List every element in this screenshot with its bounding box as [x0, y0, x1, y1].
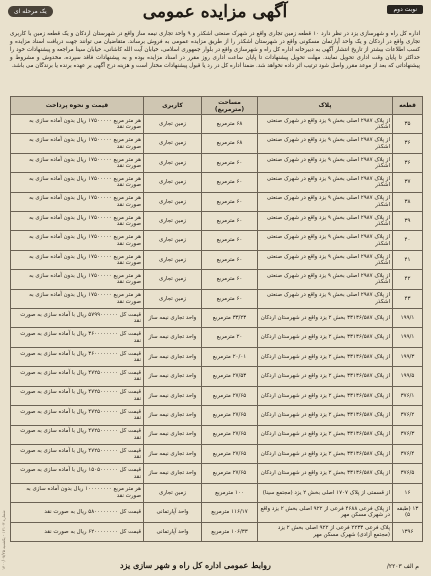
- cell-price: قیمت کل ۴۷۲۵۰۰۰۰۰۰ ریال با آماده سازی به صورت نقد: [11, 425, 144, 444]
- cell-usage: زمین تجاری: [144, 134, 202, 153]
- cell-price: هر متر مربع ۱۷۵۰۰۰۰۰ ریال بدون آماده سازی به صورت نقد: [11, 153, 144, 172]
- cell-area: ۱۰۶/۳۳ مترمربع: [202, 522, 258, 541]
- table-row: [11, 425, 423, 444]
- cell-no: ۱۹۹/۱: [393, 328, 423, 347]
- cell-area: ۲۰/۰۱ مترمربع: [202, 347, 258, 366]
- cell-no: ۱۶: [393, 483, 423, 502]
- col-header-usage: کاربری: [144, 97, 202, 115]
- cell-no: ۳۷۶/۴: [393, 444, 423, 463]
- cell-price: هر متر مربع ۱۷۵۰۰۰۰۰ ریال بدون آماده سازی به صورت نقد: [11, 192, 144, 211]
- cell-area: ۱۰۰ مترمربع: [202, 483, 258, 502]
- cell-price: قیمت کل ۴۷۲۵۰۰۰۰۰۰ ریال با آماده سازی به صورت نقد: [11, 386, 144, 405]
- cell-price: قیمت کل ۵۸۰۰۰۰۰۰۰۰ ریال به صورت نقد: [11, 503, 144, 522]
- table-header-row: [11, 97, 423, 115]
- cell-price: هر متر مربع ۱۷۵۰۰۰۰۰ ریال بدون آماده سازی به صورت نقد: [11, 134, 144, 153]
- cell-usage: واحد تجاری نیمه ساز: [144, 406, 202, 425]
- cell-plak: از پلاک ۳۳۱۳۶/۵۸۷ بخش ۲ یزد واقع در شهرستان اردکان: [258, 386, 393, 405]
- cell-plak: پلاک فرعی ۲۲۳۳ فرعی از ۹۲۲ اصلی بخش ۲ یزد (مجتمع آزادی) شهرک مسکن مهر: [258, 522, 393, 541]
- cell-usage: واحد تجاری نیمه ساز: [144, 367, 202, 386]
- table-row: [11, 250, 423, 269]
- table-row: [11, 289, 423, 308]
- cell-no: ۳۷۶/۲: [393, 406, 423, 425]
- cell-plak: از پلاک ۲۹۸۷ اصلی بخش ۹ یزد واقع در شهرک صنعتی اشکذر: [258, 231, 393, 250]
- table-row: [11, 328, 423, 347]
- cell-no: ۴۰: [393, 231, 423, 250]
- cell-price: هر متر مربع ۱۰۰۰۰۰۰۰۰ ریال بدون آماده سازی به صورت نقد: [11, 483, 144, 502]
- cell-area: ۲۷/۶۵ مترمربع: [202, 386, 258, 405]
- cell-area: ۶۰ مترمربع: [202, 250, 258, 269]
- cell-plak: از پلاک ۲۹۸۷ اصلی بخش ۹ یزد واقع در شهرک صنعتی اشکذر: [258, 115, 393, 134]
- cell-no: ۴۳: [393, 289, 423, 308]
- cell-usage: واحد تجاری نیمه ساز: [144, 464, 202, 483]
- cell-no: ۳۸: [393, 192, 423, 211]
- cell-plak: از پلاک ۲۹۸۷ اصلی بخش ۹ یزد واقع در شهرک صنعتی اشکذر: [258, 192, 393, 211]
- cell-plak: از پلاک ۳۳۱۳۶/۵۸۷ بخش ۲ یزد واقع در شهرستان اردکان: [258, 309, 393, 328]
- publisher-org: روابط عمومی اداره کل راه و شهر سازی یزد: [120, 560, 271, 570]
- cell-plak: از پلاک ۳۳۱۳۶/۵۸۷ بخش ۲ یزد واقع در شهرستان اردکان: [258, 347, 393, 366]
- cell-plak: از پلاک ۳۳۱۳۶/۵۸۷ بخش ۲ یزد واقع در شهرستان اردکان: [258, 367, 393, 386]
- cell-plak: از پلاک ۲۹۸۷ اصلی بخش ۹ یزد واقع در شهرک صنعتی اشکذر: [258, 250, 393, 269]
- table-row: [11, 173, 423, 192]
- cell-price: قیمت کل ۱۵۰۵۰۰۰۰۰۰ ریال با آماده سازی به صورت نقد: [11, 464, 144, 483]
- cell-price: قیمت کل ۴۷۲۵۰۰۰۰۰۰ ریال با آماده سازی به صورت نقد: [11, 367, 144, 386]
- cell-plak: از پلاک ۲۹۸۷ اصلی بخش ۹ یزد واقع در شهرک صنعتی اشکذر: [258, 212, 393, 231]
- cell-area: ۶۰ مترمربع: [202, 192, 258, 211]
- cell-plak: از پلاک ۲۹۸۷ اصلی بخش ۹ یزد واقع در شهرک صنعتی اشکذر: [258, 173, 393, 192]
- cell-plak: از پلاک ۲۹۸۷ اصلی بخش ۹ یزد واقع در شهرک صنعتی اشکذر: [258, 289, 393, 308]
- cell-usage: واحد تجاری نیمه ساز: [144, 444, 202, 463]
- cell-plak: از قسمتی از پلاک ۱۷۰۷ اصلی بخش ۲ یزد (مجتمع سینا): [258, 483, 393, 502]
- cell-usage: زمین تجاری: [144, 270, 202, 289]
- cell-price: قیمت کل ۶۲۰۰۰۰۰۰۰۰ ریال به صورت نقد: [11, 522, 144, 541]
- table-row: [11, 522, 423, 541]
- cell-area: ۳۳/۲۳ مترمربع: [202, 309, 258, 328]
- cell-plak: از پلاک ۲۹۸۷ اصلی بخش ۹ یزد واقع در شهرک صنعتی اشکذر: [258, 134, 393, 153]
- cell-plak: از پلاک فرعی ۴۶۸۸ فرعی از ۹۲۲ اصلی بخش ۲ یزد واقع در شهرک مسکن مهر: [258, 503, 393, 522]
- cell-usage: زمین تجاری: [144, 250, 202, 269]
- cell-no: ۴۲: [393, 270, 423, 289]
- cell-usage: زمین تجاری: [144, 483, 202, 502]
- table-row: [11, 192, 423, 211]
- cell-usage: زمین تجاری: [144, 192, 202, 211]
- cell-usage: واحد تجاری نیمه ساز: [144, 386, 202, 405]
- cell-usage: واحد تجاری نیمه ساز: [144, 347, 202, 366]
- cell-area: ۲۷/۶۵ مترمربع: [202, 406, 258, 425]
- cell-price: قیمت کل ۴۷۲۵۰۰۰۰۰۰ ریال با آماده سازی به صورت نقد: [11, 406, 144, 425]
- cell-price: هر متر مربع ۱۷۵۰۰۰۰۰ ریال بدون آماده سازی به صورت نقد: [11, 212, 144, 231]
- table-row: [11, 212, 423, 231]
- cell-no: ۳۷۶/۳: [393, 425, 423, 444]
- cell-area: ۶۰ مترمربع: [202, 173, 258, 192]
- table-row: [11, 386, 423, 405]
- side-print-text: شماره ۱۲۱۰۳ - یکشنبه ۱۴۰۰/۰۷/۲۵: [1, 510, 6, 570]
- table-body: [11, 115, 423, 542]
- intro-paragraph: اداره کل راه و شهرسازی یزد در نظر دارد ۱۰ قطعه زمین تجاری واقع در شهرک صنعتی اشکذر و ۹ واحد تجاری نیمه ساز واقع در شهرستان اردکان و یک قطعه زمین با کاربری تجاری واقع در اردکان و یک واحد آپارتمان مسکونی واقع در شهرستان اشکذر را از طریق مزایده عمومی به فروش برساند. متقاضیان می توانند جهت دریافت اسناد مزایده و کسب اطلاعات بیشتر از تاریخ انتشار آگهی به دبیرخانه اداره کل راه و شهرسازی واقع در بلوار جمهوری اسلامی، خیابان آیت الله کاشانی، خیابان سینا مراجعه و پیشنهادات خود را حداکثر تا پایان وقت اداری تحویل نمایند. مهلت تحویل پیشنهادات تا پایان ساعت اداری روز مقرر در اسناد مزایده بوده و به پیشنهادات فاقد سپرده، مخدوش و مشروط و پیشنهاداتی که بعد از موعد مقرر واصل شود ترتیب اثر داده نخواهد شد. ضمنا اداره کل در رد یا قبول پیشنهادات مختار است و هزینه درج آگهی بر عهده برنده یا برندگان می باشد.: [10, 31, 421, 69]
- col-header-plak: پلاک: [258, 97, 393, 115]
- cell-usage: واحد آپارتمانی: [144, 522, 202, 541]
- cell-price: قیمت کل ۴۷۲۵۰۰۰۰۰۰ ریال با آماده سازی به صورت نقد: [11, 444, 144, 463]
- col-header-area: مساحت (مترمربع): [202, 97, 258, 115]
- cell-price: هر متر مربع ۱۷۵۰۰۰۰۰ ریال بدون آماده سازی به صورت نقد: [11, 270, 144, 289]
- cell-area: ۶۰ مترمربع: [202, 231, 258, 250]
- cell-no: ۳۹: [393, 212, 423, 231]
- cell-area: ۱۱۶/۱۷ مترمربع: [202, 503, 258, 522]
- cell-usage: واحد تجاری نیمه ساز: [144, 309, 202, 328]
- cell-area: ۶۰ مترمربع: [202, 289, 258, 308]
- cell-area: ۲۷/۶۵ مترمربع: [202, 444, 258, 463]
- cell-plak: از پلاک ۲۹۸۷ اصلی بخش ۹ یزد واقع در شهرک صنعتی اشکذر: [258, 153, 393, 172]
- cell-area: ۶۸ مترمربع: [202, 134, 258, 153]
- cell-plak: از پلاک ۳۳۱۳۶/۵۸۷ بخش ۲ یزد واقع در شهرستان اردکان: [258, 406, 393, 425]
- notice-title: آگهی مزایده عمومی: [142, 2, 288, 22]
- cell-plak: از پلاک ۳۳۱۳۶/۵۸۷ بخش ۲ یزد واقع در شهرستان اردکان: [258, 425, 393, 444]
- table-row: [11, 115, 423, 134]
- cell-no: ۱۹۹/۳: [393, 347, 423, 366]
- cell-price: قیمت کل ۳۶۰۰۰۰۰۰۰۰ ریال با آماده سازی به صورت نقد: [11, 347, 144, 366]
- cell-price: هر متر مربع ۱۷۵۰۰۰۰۰ ریال بدون آماده سازی به صورت نقد: [11, 173, 144, 192]
- table-row: [11, 483, 423, 502]
- cell-price: قیمت کل ۳۶۰۰۰۰۰۰۰۰ ریال با آماده سازی به صورت نقد: [11, 328, 144, 347]
- cell-usage: زمین تجاری: [144, 153, 202, 172]
- cell-usage: واحد آپارتمانی: [144, 503, 202, 522]
- table-row: [11, 464, 423, 483]
- cell-area: ۲۷/۶۵ مترمربع: [202, 464, 258, 483]
- cell-plak: از پلاک ۲۹۸۷ اصلی بخش ۹ یزد واقع در شهرک صنعتی اشکذر: [258, 270, 393, 289]
- cell-no: ۱۳۹۶: [393, 522, 423, 541]
- cell-no: ۱۹۹/۱: [393, 309, 423, 328]
- table-row: [11, 367, 423, 386]
- cell-usage: زمین تجاری: [144, 231, 202, 250]
- table-row: [11, 444, 423, 463]
- cell-usage: زمین تجاری: [144, 115, 202, 134]
- table-row: [11, 231, 423, 250]
- table-row: [11, 347, 423, 366]
- cell-no: ۳۶: [393, 153, 423, 172]
- cell-no: ۴۱: [393, 250, 423, 269]
- cell-area: ۶۸ مترمربع: [202, 115, 258, 134]
- cell-area: ۶۰ مترمربع: [202, 270, 258, 289]
- table-row: [11, 134, 423, 153]
- cell-area: ۲۰ مترمربع: [202, 328, 258, 347]
- col-header-no: قطعه: [393, 97, 423, 115]
- cell-price: هر متر مربع ۱۷۵۰۰۰۰۰ ریال بدون آماده سازی به صورت نقد: [11, 250, 144, 269]
- cell-usage: زمین تجاری: [144, 173, 202, 192]
- cell-area: ۶۰ مترمربع: [202, 212, 258, 231]
- table-row: [11, 153, 423, 172]
- cell-price: هر متر مربع ۱۷۵۰۰۰۰۰ ریال بدون آماده سازی به صورت نقد: [11, 289, 144, 308]
- cell-no: ۳۷: [393, 173, 423, 192]
- table-row: [11, 406, 423, 425]
- table-row: [11, 309, 423, 328]
- cell-no: ۱۹۹/۵: [393, 367, 423, 386]
- col-header-price: قیمت و نحوه پرداخت: [11, 97, 144, 115]
- cell-usage: واحد تجاری نیمه ساز: [144, 328, 202, 347]
- cell-price: قیمت کل ۵۷۹۹۰۰۰۰۰۰ ریال با آماده سازی به صورت نقد: [11, 309, 144, 328]
- cell-plak: از پلاک ۳۳۱۳۶/۵۸۷ بخش ۲ یزد واقع در شهرستان اردکان: [258, 464, 393, 483]
- cell-area: ۲۷/۵۳ مترمربع: [202, 367, 258, 386]
- table-row: [11, 503, 423, 522]
- cell-area: ۶۰ مترمربع: [202, 153, 258, 172]
- cell-usage: واحد تجاری نیمه ساز: [144, 425, 202, 444]
- cell-plak: از پلاک ۳۳۱۳۶/۵۸۷ بخش ۲ یزد واقع در شهرستان اردکان: [258, 328, 393, 347]
- stage-badge: یک مرحله ای: [8, 6, 53, 17]
- cell-no: ۳۵: [393, 115, 423, 134]
- cell-price: هر متر مربع ۱۷۵۰۰۰۰۰ ریال بدون آماده سازی به صورت نقد: [11, 115, 144, 134]
- auction-table: [10, 96, 423, 542]
- cell-price: هر متر مربع ۱۷۵۰۰۰۰۰ ریال بدون آماده سازی به صورت نقد: [11, 231, 144, 250]
- cell-no: ۳۷۶/۱: [393, 386, 423, 405]
- cell-usage: زمین تجاری: [144, 289, 202, 308]
- notice-number: م الف ۲۲۰۳/: [386, 563, 419, 570]
- table-row: [11, 270, 423, 289]
- cell-plak: از پلاک ۳۳۱۳۶/۵۸۷ بخش ۲ یزد واقع در شهرستان اردکان: [258, 444, 393, 463]
- cell-no: ۱۳ (طبقه ۵): [393, 503, 423, 522]
- cell-usage: زمین تجاری: [144, 212, 202, 231]
- cell-area: ۲۷/۶۵ مترمربع: [202, 425, 258, 444]
- cell-no: ۳۶: [393, 134, 423, 153]
- cell-no: ۳۷۶/۵: [393, 464, 423, 483]
- notice-round-badge: نوبت دوم: [387, 5, 423, 14]
